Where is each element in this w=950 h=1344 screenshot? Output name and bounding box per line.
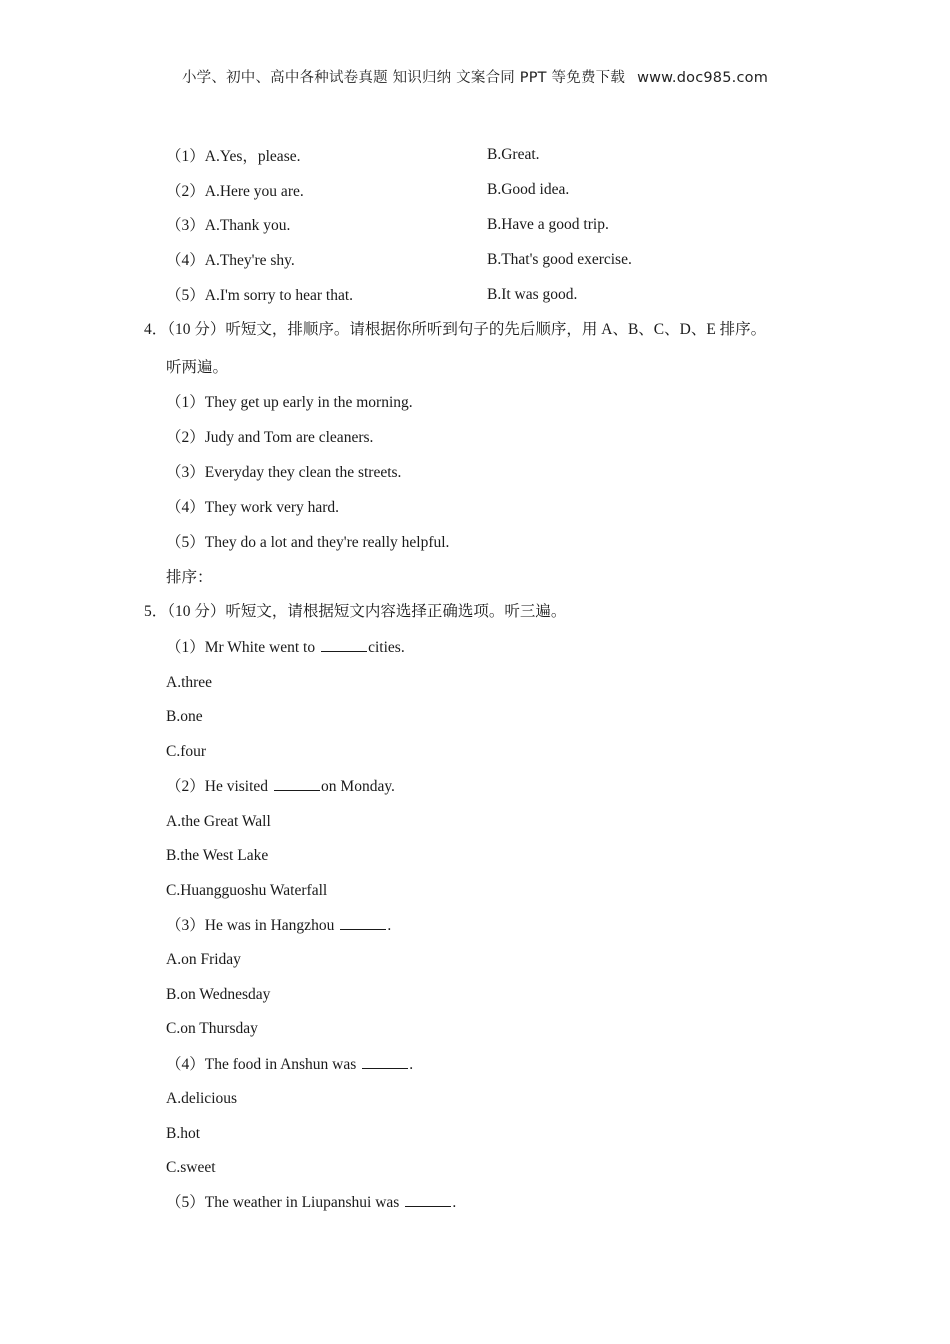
q4-sentence-4: （4）They work very hard. [166,499,340,516]
q3-item-2-option-b: B.Good idea. [487,181,570,198]
q5-item-4-suffix: . [409,1056,414,1073]
header-site: www.doc985.com [637,70,769,86]
q5-item-2-suffix: on Monday. [321,778,395,795]
q5-number: 5． [144,603,168,620]
answer-blank [274,777,320,791]
header-text: 小学、初中、高中各种试卷真题 知识归纳 文案合同 PPT 等免费下载 [181,70,626,86]
q3-item-4-option-b: B.That's good exercise. [487,251,632,268]
q4-sentence-2: （2）Judy and Tom are cleaners. [166,429,374,446]
q3-item-1-option-a: （1）A.Yes，please. [166,148,301,165]
q4-heading [144,320,766,340]
q5-item-1-stem [166,638,405,658]
q4-sentence-3: （3）Everyday they clean the streets. [166,464,402,481]
q5-item-3-option-b: B.on Wednesday [166,986,271,1003]
q5-item-2-option-c: C.Huangguoshu Waterfall [166,882,328,899]
q5-item-1-option-b: B.one [166,708,203,725]
q5-item-3-option-a: A.on Friday [166,951,241,968]
q3-item-5-option-b: B.It was good. [487,286,578,303]
q5-item-1-option-a: A.three [166,674,213,691]
answer-blank [340,916,386,930]
q5-item-4-option-b: B.hot [166,1125,201,1142]
q5-item-1-prefix: （1）Mr White went to [166,639,316,656]
q4-instruction-cont: 听两遍。 [166,359,229,376]
q3-item-3-option-b: B.Have a good trip. [487,216,609,233]
q5-item-5-suffix: . [452,1194,457,1211]
q3-item-4-option-a: （4）A.They're shy. [166,252,295,269]
q5-item-1-option-c: C.four [166,743,207,760]
q5-item-2-prefix: （2）He visited [166,778,269,795]
q5-item-4-option-c: C.sweet [166,1159,216,1176]
q4-order-label: 排序： [166,569,213,586]
q4-sentence-1: （1）They get up early in the morning. [166,394,413,411]
answer-blank [362,1055,408,1069]
q4-number: 4． [144,321,168,338]
q5-instruction: （10 分）听短文，请根据短文内容选择正确选项。听三遍。 [167,603,567,620]
q5-item-5-stem [166,1193,456,1213]
q4-sentence-5: （5）They do a lot and they're really helpful. [166,534,450,551]
q5-item-3-prefix: （3）He was in Hangzhou [166,917,335,934]
q5-item-2-option-b: B.the West Lake [166,847,269,864]
q4-instruction: （10 分）听短文，排顺序。请根据你所听到句子的先后顺序，用 A、B、C、D、E 排序。 [167,321,767,338]
q3-item-5-option-a: （5）A.I'm sorry to hear that. [166,287,354,304]
page-header [0,66,950,87]
q5-item-5-prefix: （5）The weather in Liupanshui was [166,1194,400,1211]
answer-blank [321,638,367,652]
answer-blank [405,1193,451,1207]
q5-item-4-stem [166,1055,413,1075]
q3-item-3-option-a: （3）A.Thank you. [166,217,291,234]
q3-item-1-option-b: B.Great. [487,146,540,163]
q5-item-3-suffix: . [387,917,392,934]
q5-item-1-suffix: cities. [368,639,405,656]
q5-item-2-stem [166,777,395,797]
q5-item-2-option-a: A.the Great Wall [166,813,271,830]
q5-item-4-option-a: A.delicious [166,1090,238,1107]
q5-heading [144,602,566,622]
q5-item-3-option-c: C.on Thursday [166,1020,258,1037]
q5-item-3-stem [166,916,391,936]
q5-item-4-prefix: （4）The food in Anshun was [166,1056,357,1073]
q3-item-2-option-a: （2）A.Here you are. [166,183,304,200]
